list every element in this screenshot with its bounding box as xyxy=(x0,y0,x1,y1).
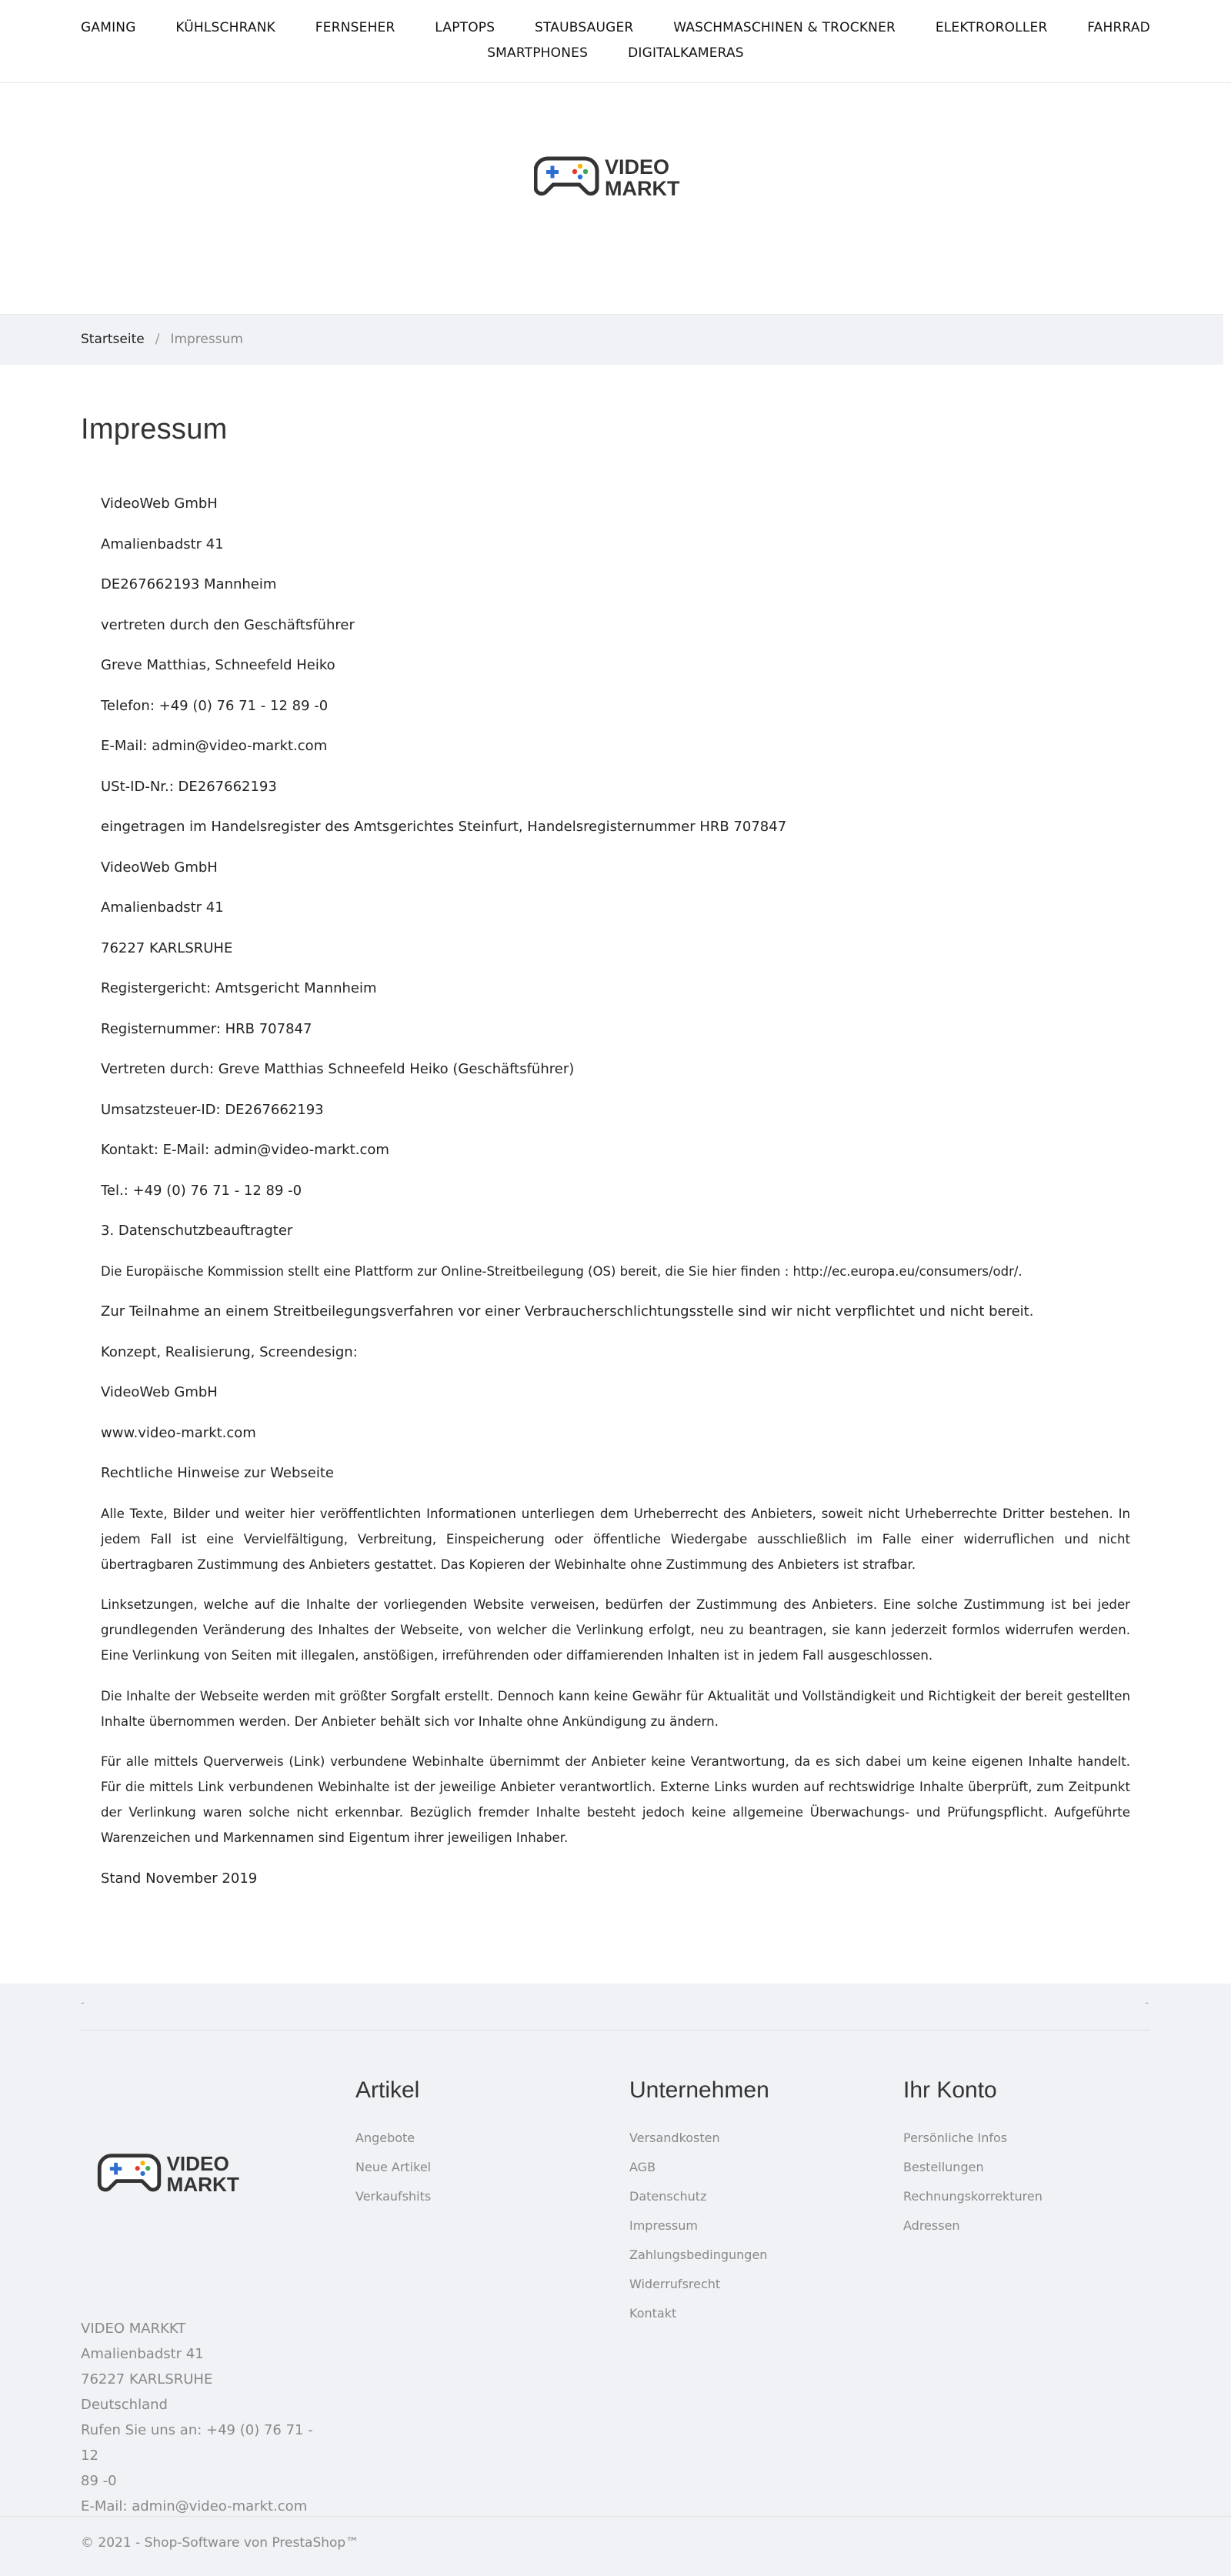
nav-item-fahrrad[interactable]: FAHRRAD xyxy=(1087,20,1150,35)
footer-link-datenschutz[interactable]: Datenschutz xyxy=(629,2189,707,2204)
content-paragraph: Rechtliche Hinweise zur Webseite xyxy=(101,1465,334,1481)
copyright-text: © 2021 - Shop-Software von PrestaShop™ xyxy=(81,2535,359,2551)
copyright-bar xyxy=(0,2516,1231,2576)
content-paragraph: Registernummer: HRB 707847 xyxy=(101,1020,312,1037)
top-navigation xyxy=(0,0,1231,83)
content-paragraph: vertreten durch den Geschäftsführer xyxy=(101,616,355,633)
content-paragraph: Tel.: +49 (0) 76 71 - 12 89 -0 xyxy=(101,1182,302,1199)
footer-top-left-marker: - xyxy=(81,1997,85,2009)
content-paragraph: Alle Texte, Bilder und weiter hier veröffentlichten Informationen unterliegen dem Urheberrecht des Anbieters, soweit nicht Urheberrechte Dritter bestehen. In jedem Fall ist eine Vervielfältigung, Verbreitung, Einspeicherung oder öffentliche Wiedergabe ausschließlich im Falle einer widerruflichen und nicht übertragbaren Zustimmung des Anbieters gestattet. Das Kopieren der Webinhalte ohne Zustimmung des Anbieters ist strafbar. xyxy=(101,1506,1130,1572)
content-paragraph: VideoWeb GmbH xyxy=(101,859,218,876)
store-email: E-Mail: admin@video-markt.com xyxy=(81,2498,308,2514)
content-paragraph: VideoWeb GmbH xyxy=(101,1384,218,1400)
content-paragraph: VideoWeb GmbH xyxy=(101,496,218,512)
svg-text:VIDEO: VIDEO xyxy=(166,2152,229,2176)
svg-text:VIDEO: VIDEO xyxy=(605,155,670,179)
nav-row-secondary xyxy=(81,45,1150,61)
footer-logo[interactable] xyxy=(97,2148,259,2196)
breadcrumb xyxy=(0,314,1223,365)
footer-link-versandkosten[interactable]: Versandkosten xyxy=(629,2131,720,2145)
content-paragraph: DE267662193 Mannheim xyxy=(101,576,277,592)
content-paragraph: 76227 KARLSRUHE xyxy=(101,939,233,956)
gamepad-logo-icon xyxy=(534,151,699,200)
footer-column-unternehmen xyxy=(629,2077,769,2328)
content-paragraph: Umsatzsteuer-ID: DE267662193 xyxy=(101,1101,324,1118)
store-information xyxy=(81,2316,327,2519)
breadcrumb-separator: / xyxy=(155,332,160,347)
store-phone: Rufen Sie uns an: +49 (0) 76 71 - 12 xyxy=(81,2422,313,2464)
content-paragraph: E-Mail: admin@video-markt.com xyxy=(101,738,328,754)
store-name: VIDEO MARKKT xyxy=(81,2321,186,2337)
footer-link-rechnungskorrekturen[interactable]: Rechnungskorrekturen xyxy=(903,2189,1043,2204)
content-paragraph: Vertreten durch: Greve Matthias Schneefeld Heiko (Geschäftsführer) xyxy=(101,1061,575,1077)
footer-link-verkaufshits[interactable]: Verkaufshits xyxy=(355,2189,432,2204)
svg-text:MARKT: MARKT xyxy=(166,2173,239,2196)
content-paragraph: Kontakt: E-Mail: admin@video-markt.com xyxy=(101,1142,389,1158)
content-paragraph: Greve Matthias, Schneefeld Heiko xyxy=(101,657,335,673)
nav-row-primary xyxy=(81,20,1150,35)
content-paragraph: Die Inhalte der Webseite werden mit größter Sorgfalt erstellt. Dennoch kann keine Gewähr für Aktualität und Vollständigkeit und Richtigkeit der bereit gestellten Inhalte übernommen werden. Der Anbieter behält sich vor Inhalte ohne Ankündigung zu ändern. xyxy=(101,1688,1130,1729)
footer-column-title: Artikel xyxy=(355,2077,420,2103)
nav-item-kuehlschrank[interactable]: KÜHLSCHRANK xyxy=(175,20,276,35)
nav-item-staubsauger[interactable]: STAUBSAUGER xyxy=(535,20,634,35)
footer-column-title: Ihr Konto xyxy=(903,2077,997,2103)
breadcrumb-current: Impressum xyxy=(170,332,243,347)
content-paragraph: Konzept, Realisierung, Screendesign: xyxy=(101,1343,358,1360)
nav-item-gaming[interactable]: GAMING xyxy=(81,20,136,35)
svg-text:MARKT: MARKT xyxy=(605,177,680,200)
breadcrumb-home-link[interactable]: Startseite xyxy=(81,332,145,347)
footer-link-zahlungsbedingungen[interactable]: Zahlungsbedingungen xyxy=(629,2247,768,2262)
content-paragraph: Amalienbadstr 41 xyxy=(101,899,224,916)
nav-item-fernseher[interactable]: FERNSEHER xyxy=(315,20,395,35)
store-city: 76227 KARLSRUHE xyxy=(81,2371,213,2387)
store-country: Deutschland xyxy=(81,2397,168,2413)
footer-link-bestellungen[interactable]: Bestellungen xyxy=(903,2160,984,2174)
nav-item-elektroroller[interactable]: ELEKTROROLLER xyxy=(935,20,1048,35)
footer-link-kontakt[interactable]: Kontakt xyxy=(629,2306,677,2321)
nav-item-smartphones[interactable]: SMARTPHONES xyxy=(487,45,589,61)
footer-column-title: Unternehmen xyxy=(629,2077,769,2103)
content-paragraph: 3. Datenschutzbeauftragter xyxy=(101,1223,293,1239)
impressum-content xyxy=(101,491,1130,1906)
footer-link-agb[interactable]: AGB xyxy=(629,2160,656,2174)
footer-link-impressum[interactable]: Impressum xyxy=(629,2218,698,2233)
content-paragraph: Zur Teilnahme an einem Streitbeilegungsverfahren vor einer Verbraucherschlichtungsstelle sind wir nicht verpflichtet und nicht bereit. xyxy=(101,1303,1034,1320)
content-paragraph: Stand November 2019 xyxy=(101,1870,258,1887)
footer-column-artikel xyxy=(355,2077,431,2211)
footer-top-right-marker: - xyxy=(1145,1997,1149,2009)
footer-link-neue-artikel[interactable]: Neue Artikel xyxy=(355,2160,432,2174)
gamepad-logo-icon xyxy=(97,2148,259,2196)
content-paragraph: Amalienbadstr 41 xyxy=(101,536,224,552)
content-paragraph: Telefon: +49 (0) 76 71 - 12 89 -0 xyxy=(101,697,329,714)
content-paragraph: eingetragen im Handelsregister des Amtsgerichtes Steinfurt, Handelsregisternummer HRB 707847 xyxy=(101,819,787,835)
header-logo[interactable] xyxy=(534,151,699,200)
nav-item-digitalkameras[interactable]: DIGITALKAMERAS xyxy=(628,45,744,61)
content-paragraph: Linksetzungen, welche auf die Inhalte der vorliegenden Website verweisen, bedürfen der Zustimmung des Anbieters. Eine solche Zustimmung ist bei jeder grundlegenden Veränderung des Inhaltes der Webseite, von welcher die Verlinkung erfolgt, neu zu beantragen, sie kann jederzeit formlos widerrufen werden. Eine Verlinkung von Seiten mit illegalen, anstößigen, irreführenden oder diffamierenden Inhalten ist in jedem Fall ausgeschlossen. xyxy=(101,1597,1130,1663)
content-paragraph: Für alle mittels Querverweis (Link) verbundene Webinhalte übernimmt der Anbieter keine Verantwortung, da es sich dabei um keine eigenen Inhalte handelt. Für die mittels Link verbundenen Webinhalte ist der jeweilige Anbieter verantwortlich. Externe Links wurden auf rechtswidrige Inhalte überprüft, zum Zeitpunkt der Verlinkung waren solche nicht erkennbar. Bezüglich fremder Inhalte besteht jedoch keine allgemeine Überwachungs- und Prüfungspflicht. Aufgeführte Warenzeichen und Markennamen sind Eigentum ihrer jeweiligen Inhaber. xyxy=(101,1754,1130,1845)
nav-item-laptops[interactable]: LAPTOPS xyxy=(435,20,495,35)
content-paragraph: Registergericht: Amtsgericht Mannheim xyxy=(101,980,377,996)
store-street: Amalienbadstr 41 xyxy=(81,2346,204,2362)
nav-item-waschmaschinen[interactable]: WASCHMASCHINEN & TROCKNER xyxy=(673,20,896,35)
store-phone-continued: 89 -0 xyxy=(81,2473,117,2489)
footer-link-angebote[interactable]: Angebote xyxy=(355,2131,415,2145)
content-paragraph: Die Europäische Kommission stellt eine Plattform zur Online-Streitbeilegung (OS) bereit, die Sie hier finden : http://ec.europa.eu/consumers/odr/. xyxy=(101,1263,1022,1279)
page-title: Impressum xyxy=(81,413,228,445)
footer-link-adressen[interactable]: Adressen xyxy=(903,2218,960,2233)
footer-link-widerrufsrecht[interactable]: Widerrufsrecht xyxy=(629,2277,721,2291)
footer-link-persoenliche-infos[interactable]: Persönliche Infos xyxy=(903,2131,1008,2145)
content-paragraph: USt-ID-Nr.: DE267662193 xyxy=(101,778,277,795)
footer-column-ihr-konto xyxy=(903,2077,1043,2241)
content-paragraph: www.video-markt.com xyxy=(101,1424,256,1441)
